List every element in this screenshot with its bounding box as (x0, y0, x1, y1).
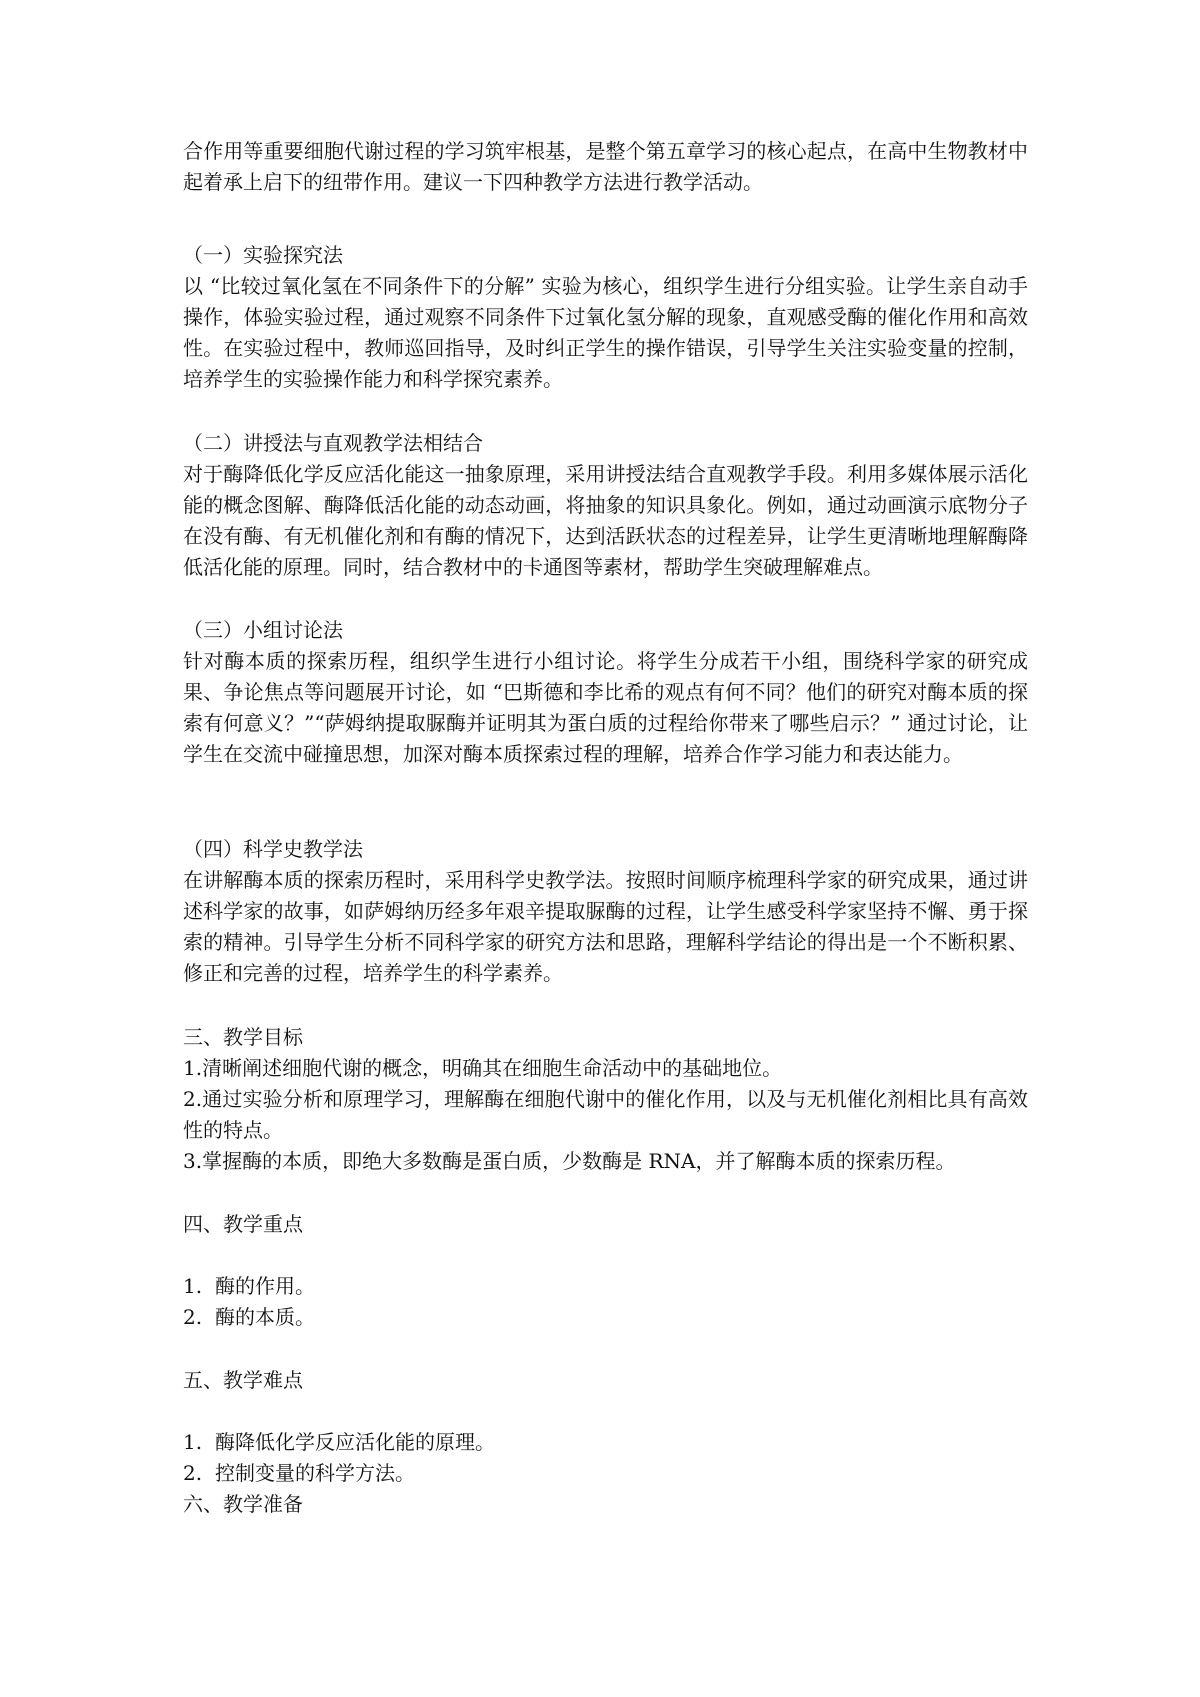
objective-item-1: 1.清晰阐述细胞代谢的概念，明确其在细胞生命活动中的基础地位。 (183, 1056, 783, 1080)
objective-item-3: 3.掌握酶的本质，即绝大多数酶是蛋白质，少数酶是 RNA，并了解酶本质的探索历程。 (183, 1149, 956, 1173)
list-item: 2. 酶的本质。 (183, 1305, 315, 1329)
key-points-list (183, 1271, 1028, 1333)
list-item: 1. 酶降低化学反应活化能的原理。 (183, 1430, 495, 1454)
method-1-heading: （一）实验探究法 (183, 243, 343, 267)
preparation-heading: 六、教学准备 (183, 1492, 303, 1516)
method-1-paragraph: 以 “比较过氧化氢在不同条件下的分解” 实验为核心，组织学生进行分组实验。让学生亲自动手操作，体验实验过程，通过观察不同条件下过氧化氢分解的现象，直观感受酶的催化作用和高效性。在实验过程中，教师巡回指导，及时纠正学生的操作错误，引导学生关注实验变量的控制，培养学生的实验操作能力和科学探究素养。 (183, 274, 1028, 391)
difficulties-heading: 五、教学难点 (183, 1368, 303, 1392)
list-item: 1. 酶的作用。 (183, 1274, 315, 1298)
method-3-paragraph: 针对酶本质的探索历程，组织学生进行小组讨论。将学生分成若干小组，围绕科学家的研究成果、争论焦点等问题展开讨论，如 “巴斯德和李比希的观点有何不同？他们的研究对酶本质的探索有何意义？”“萨姆纳提取脲酶并证明其为蛋白质的过程给你带来了哪些启示？” 通过讨论，让学生在交流中碰撞思想，加深对酶本质探索过程的理解，培养合作学习能力和表达能力。 (183, 649, 1028, 766)
objectives-heading: 三、教学目标 (183, 1025, 303, 1049)
method-3-heading: （三）小组讨论法 (183, 618, 343, 642)
method-4-heading: （四）科学史教学法 (183, 837, 363, 861)
method-2-heading: （二）讲授法与直观教学法相结合 (183, 431, 483, 455)
key-points-heading: 四、教学重点 (183, 1212, 303, 1236)
intro-paragraph: 合作用等重要细胞代谢过程的学习筑牢根基，是整个第五章学习的核心起点，在高中生物教材中起着承上启下的纽带作用。建议一下四种教学方法进行教学活动。 (183, 139, 1028, 194)
list-item: 2. 控制变量的科学方法。 (183, 1461, 415, 1485)
method-4-paragraph: 在讲解酶本质的探索历程时，采用科学史教学法。按照时间顺序梳理科学家的研究成果，通过讲述科学家的故事，如萨姆纳历经多年艰辛提取脲酶的过程，让学生感受科学家坚持不懈、勇于探索的精神。引导学生分析不同科学家的研究方法和思路，理解科学结论的得出是一个不断积累、修正和完善的过程，培养学生的科学素养。 (183, 868, 1028, 985)
objective-item-2: 2.通过实验分析和原理学习，理解酶在细胞代谢中的催化作用，以及与无机催化剂相比具有高效性的特点。 (183, 1087, 1028, 1142)
difficulties-list (183, 1427, 1028, 1489)
method-2-paragraph: 对于酶降低化学反应活化能这一抽象原理，采用讲授法结合直观教学手段。利用多媒体展示活化能的概念图解、酶降低活化能的动态动画，将抽象的知识具象化。例如，通过动画演示底物分子在没有酶、有无机催化剂和有酶的情况下，达到活跃状态的过程差异，让学生更清晰地理解酶降低活化能的原理。同时，结合教材中的卡通图等素材，帮助学生突破理解难点。 (183, 462, 1028, 579)
